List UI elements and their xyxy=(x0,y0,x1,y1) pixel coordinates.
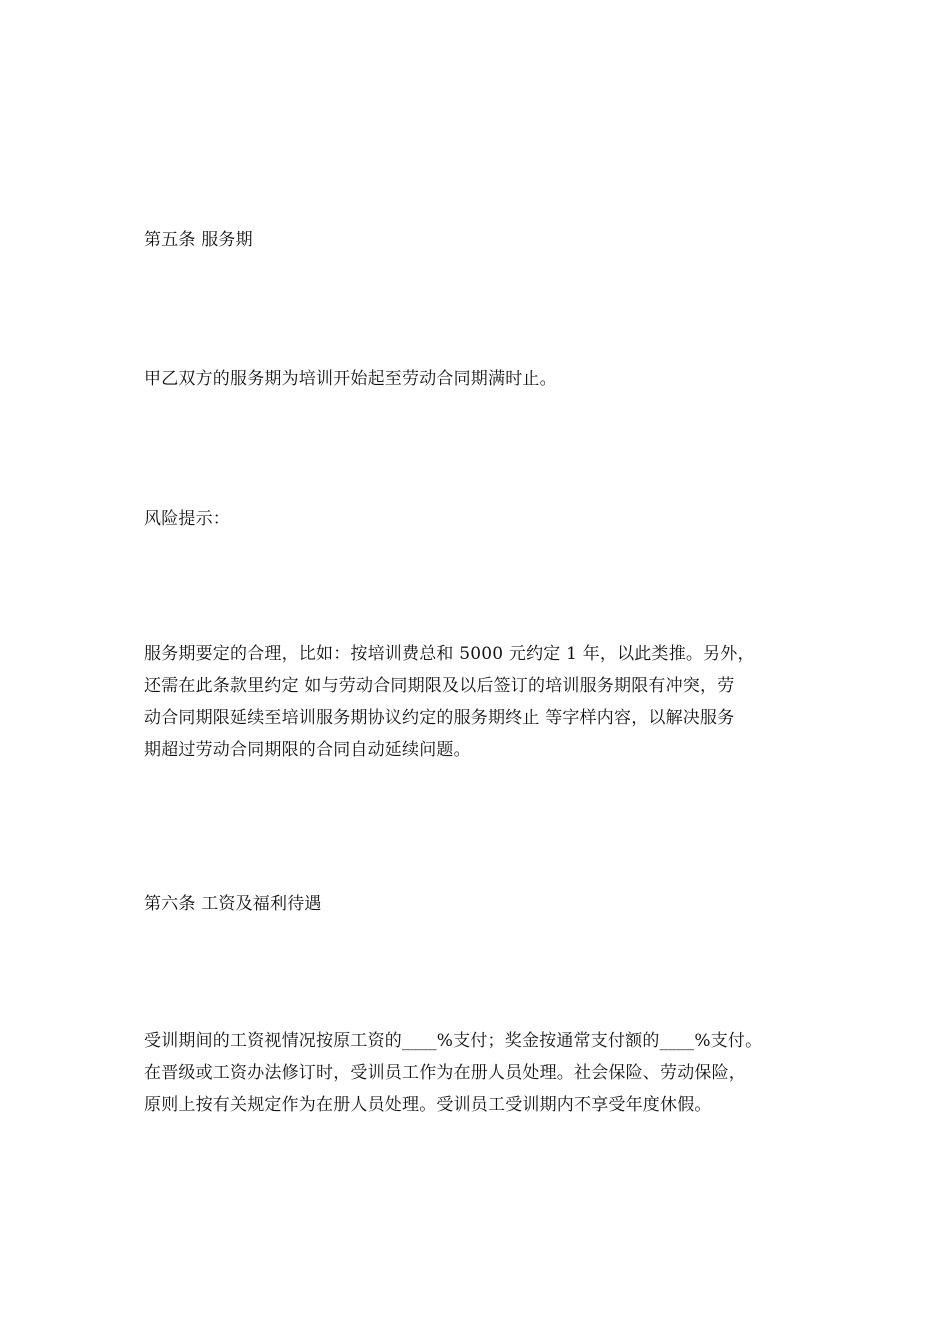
article-6-line: 原则上按有关规定作为在册人员处理。受训员工受训期内不享受年度休假。 xyxy=(144,1095,712,1115)
article-5-body: 甲乙双方的服务期为培训开始起至劳动合同期满时止。 xyxy=(144,369,557,389)
risk-note-paragraph xyxy=(144,638,808,766)
article-6-paragraph xyxy=(144,1025,808,1121)
article-5-heading: 第五条 服务期 xyxy=(144,230,253,250)
article-6-line: 受训期间的工资视情况按原工资的____%支付；奖金按通常支付额的____%支付。 xyxy=(144,1031,763,1051)
risk-note-line: 动合同期限延续至培训服务期协议约定的服务期终止 等字样内容，以解决服务 xyxy=(144,708,735,728)
risk-note-line: 还需在此条款里约定 如与劳动合同期限及以后签订的培训服务期限有冲突，劳 xyxy=(144,676,735,696)
risk-note-line: 期超过劳动合同期限的合同自动延续问题。 xyxy=(144,740,471,760)
risk-note-line: 服务期要定的合理，比如：按培训费总和 5000 元约定 1 年，以此类推。另外， xyxy=(144,644,755,664)
risk-note-label: 风险提示： xyxy=(144,509,230,529)
article-6-line: 在晋级或工资办法修订时，受训员工作为在册人员处理。社会保险、劳动保险， xyxy=(144,1063,746,1083)
article-6-heading: 第六条 工资及福利待遇 xyxy=(144,894,322,914)
